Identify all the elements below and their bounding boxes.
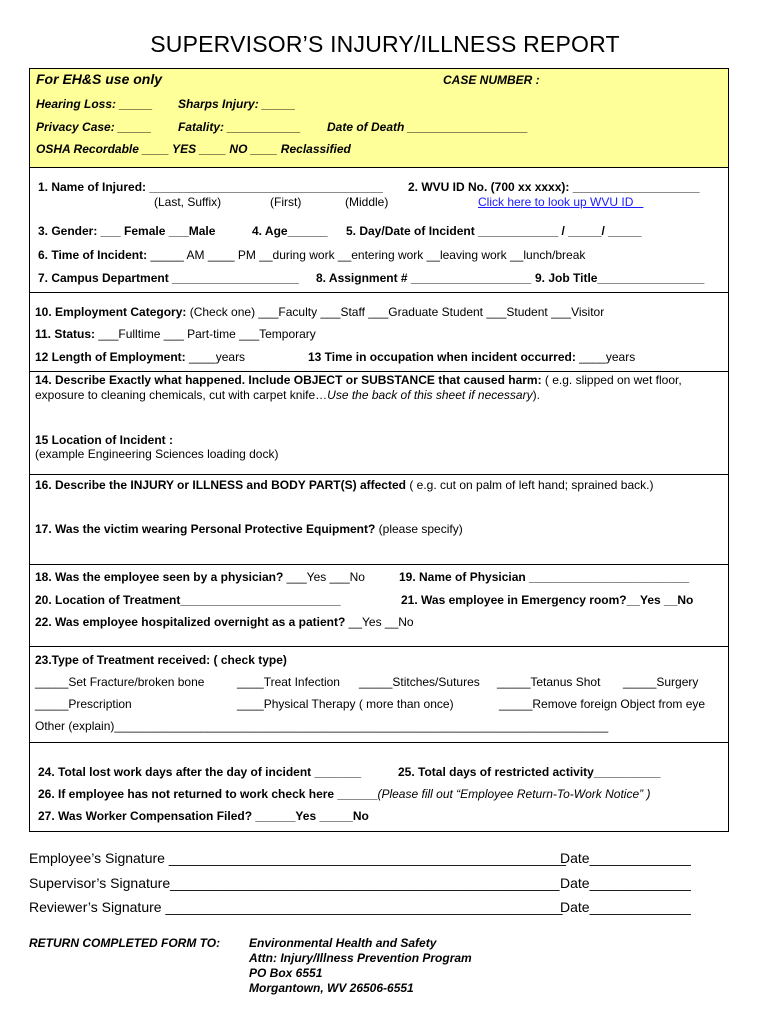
status-field[interactable]: 11. Status: ___Fulltime ___ Part-time ___Temporary	[35, 327, 316, 341]
injury-body-part-field[interactable]: 16. Describe the INJURY or ILLNESS and BODY PART(S) affected ( e.g. cut on palm of left hand; sprained back.)	[35, 478, 654, 492]
tetanus-shot-option[interactable]: _____Tetanus Shot	[497, 675, 601, 689]
return-address-line1: Environmental Health and Safety	[249, 936, 437, 950]
first-name-label: (First)	[270, 195, 302, 209]
employee-signature-field[interactable]: Employee’s Signature ___________________________________________________	[29, 850, 566, 866]
form-title: SUPERVISOR’S INJURY/ILLNESS REPORT	[150, 31, 620, 57]
lookup-wvu-id-link[interactable]: Click here to look up WVU ID	[478, 195, 644, 209]
reviewer-signature-date[interactable]: Date_____________	[560, 899, 691, 915]
assignment-number-field[interactable]: 8. Assignment # __________________	[316, 271, 532, 285]
privacy-case-field[interactable]: Privacy Case: _____	[36, 120, 152, 134]
set-fracture-option[interactable]: _____Set Fracture/broken bone	[35, 675, 205, 689]
ehs-use-only-label: For EH&S use only	[36, 71, 163, 87]
treatment-type-label: 23.Type of Treatment received: ( check type)	[35, 653, 287, 667]
not-returned-field[interactable]: 26. If employee has not returned to work check here ______(Please fill out “Employee Return-To-Work Notice” )	[38, 787, 651, 801]
hospitalized-field[interactable]: 22. Was employee hospitalized overnight as a patient? __Yes __No	[35, 615, 414, 629]
describe-what-happened-field[interactable]: 14. Describe Exactly what happened. Include OBJECT or SUBSTANCE that caused harm: ( e.g. slipped on wet floor,	[35, 373, 682, 387]
employment-category-field[interactable]: 10. Employment Category: (Check one) ___Faculty ___Staff ___Graduate Student ___Student ___Visitor	[35, 305, 605, 319]
date-of-death-field[interactable]: Date of Death __________________	[327, 120, 528, 134]
return-address-line3: PO Box 6551	[249, 966, 323, 980]
physical-therapy-option[interactable]: ____Physical Therapy ( more than once)	[237, 697, 454, 711]
return-form-label: RETURN COMPLETED FORM TO:	[29, 936, 221, 950]
physician-name-field[interactable]: 19. Name of Physician ________________________	[399, 570, 690, 584]
ppe-field[interactable]: 17. Was the victim wearing Personal Protective Equipment? (please specify)	[35, 522, 463, 536]
case-number-field[interactable]: CASE NUMBER :	[443, 73, 540, 87]
location-of-incident-field[interactable]: 15 Location of Incident :	[35, 433, 174, 447]
describe-example-text: exposure to cleaning chemicals, cut with carpet knife…Use the back of this sheet if necessary).	[35, 388, 540, 402]
fatality-field[interactable]: Fatality: ___________	[178, 120, 301, 134]
hearing-loss-field[interactable]: Hearing Loss: _____	[36, 97, 153, 111]
age-field[interactable]: 4. Age______	[252, 224, 328, 238]
return-address-line2: Attn: Injury/Illness Prevention Program	[249, 951, 472, 965]
time-of-incident-field[interactable]: 6. Time of Incident: _____ AM ____ PM __during work __entering work __leaving work __lunch/break	[38, 248, 586, 262]
gender-field[interactable]: 3. Gender: ___ Female ___Male	[38, 224, 216, 238]
name-of-injured-field[interactable]: 1. Name of Injured: ___________________________________	[38, 180, 383, 194]
time-in-occupation-field[interactable]: 13 Time in occupation when incident occurred: ____years	[308, 350, 636, 364]
campus-department-field[interactable]: 7. Campus Department ___________________	[38, 271, 299, 285]
worker-compensation-field[interactable]: 27. Was Worker Compensation Filed? ______Yes _____No	[38, 809, 369, 823]
location-example-text: (example Engineering Sciences loading dock)	[35, 447, 279, 461]
supervisor-signature-field[interactable]: Supervisor’s Signature__________________________________________________	[29, 875, 560, 891]
job-title-field[interactable]: 9. Job Title________________	[535, 271, 705, 285]
remove-foreign-object-option[interactable]: _____Remove foreign Object from eye	[499, 697, 706, 711]
prescription-option[interactable]: _____Prescription	[35, 697, 132, 711]
supervisor-signature-date[interactable]: Date_____________	[560, 875, 691, 891]
date-of-incident-field[interactable]: 5. Day/Date of Incident ____________ / _____/ _____	[346, 224, 642, 238]
treat-infection-option[interactable]: ____Treat Infection	[237, 675, 340, 689]
reviewer-signature-field[interactable]: Reviewer’s Signature ___________________________________________________	[29, 899, 563, 915]
middle-name-label: (Middle)	[345, 195, 389, 209]
length-of-employment-field[interactable]: 12 Length of Employment: ____years	[35, 350, 246, 364]
treatment-location-field[interactable]: 20. Location of Treatment________________________	[35, 593, 341, 607]
employee-signature-date[interactable]: Date_____________	[560, 850, 691, 866]
restricted-days-field[interactable]: 25. Total days of restricted activity__________	[398, 765, 661, 779]
stitches-option[interactable]: _____Stitches/Sutures	[359, 675, 480, 689]
lost-work-days-field[interactable]: 24. Total lost work days after the day of incident _______	[38, 765, 362, 779]
sharps-injury-field[interactable]: Sharps Injury: _____	[178, 97, 296, 111]
wvu-id-field[interactable]: 2. WVU ID No. (700 xx xxxx): ___________________	[408, 180, 700, 194]
seen-by-physician-field[interactable]: 18. Was the employee seen by a physician? ___Yes ___No	[35, 570, 365, 584]
other-treatment-field[interactable]: Other (explain)__________________________________________________________________________	[35, 719, 609, 733]
osha-recordable-field[interactable]: OSHA Recordable ____ YES ____ NO ____ Reclassified	[36, 142, 351, 156]
emergency-room-field[interactable]: 21. Was employee in Emergency room?__Yes __No	[401, 593, 694, 607]
surgery-option[interactable]: _____Surgery	[623, 675, 699, 689]
return-address-line4: Morgantown, WV 26506-6551	[249, 981, 414, 995]
last-suffix-label: (Last, Suffix)	[154, 195, 222, 209]
